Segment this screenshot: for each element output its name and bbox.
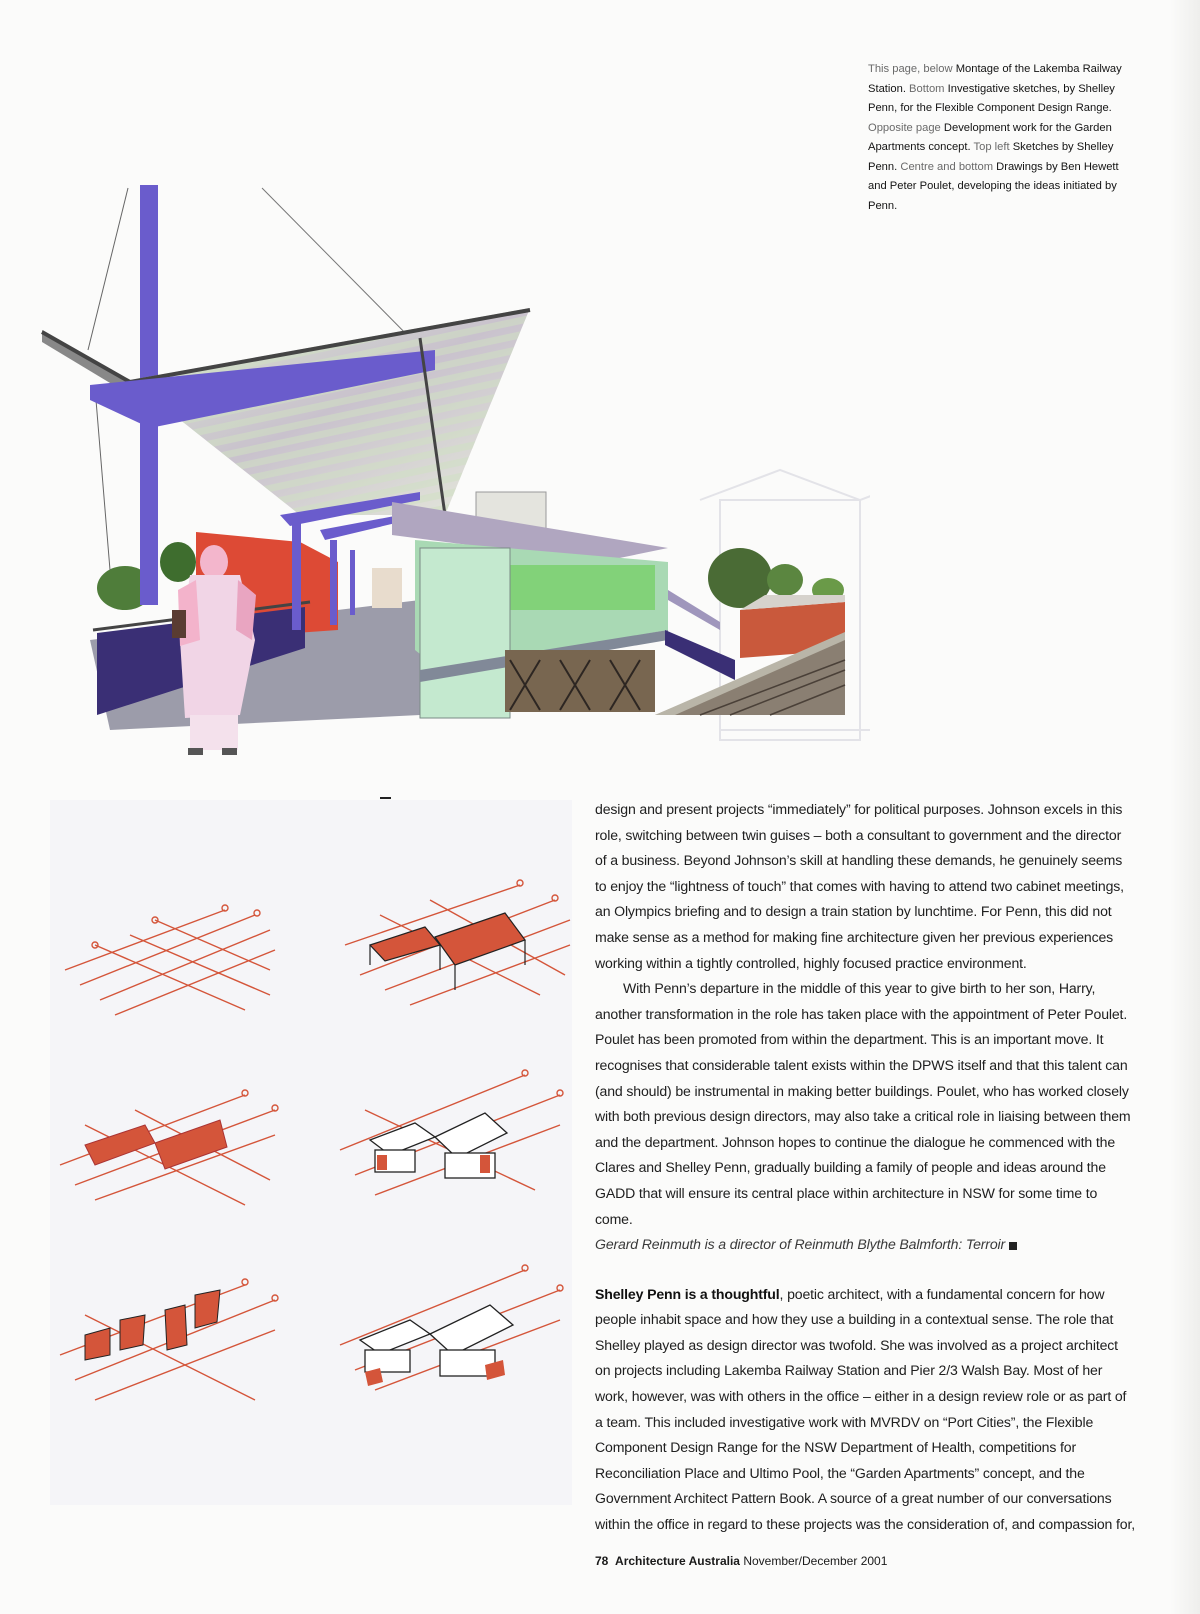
- sketch-houses-2: [335, 1055, 585, 1255]
- paragraph: design and present projects “immediately” for political purposes. Johnson excels in this role, switching between twin guises – both a consultant to government and the director of a business. Beyond Johnson’s skill at handling these demands, he genuinely seems to enjoy the “lightness of touch” that comes with having to attend two cabinet meetings, an Olympics briefing and to design a train station by lunchtime. For Penn, this did not make sense as a method for making fine architecture given her previous experiences working within a tightly controlled, highly focused practice environment.: [595, 801, 1124, 971]
- page-folio: [595, 1554, 887, 1568]
- article-body: [595, 797, 1135, 1538]
- page-mark: [380, 797, 391, 799]
- paragraph: With Penn’s departure in the middle of this year to give birth to her son, Harry, another transformation in the role has taken place with the appointment of Peter Poulet. Poulet has been promoted from within the department. This is an important move. It recognises that considerable talent exists within the DPWS itself and that this talent can (and should) be instrumental in making better buildings. Poulet, who has worked closely with both previous design directors, may also take a critical role in liaising between them and the department. Johnson hopes to continue the dialogue he commenced with the Clares and Shelley Penn, gradually building a family of people and ideas around the GADD that will ensure its central place within architecture in NSW for some time to come.: [595, 980, 1131, 1227]
- sketch-grid-1: [55, 875, 305, 1075]
- figure-caption: [868, 60, 1128, 216]
- sketch-folds-3: [55, 1260, 305, 1460]
- magazine-title: Architecture Australia: [615, 1554, 740, 1568]
- caption-seg: Drawings by Ben Hewett and Peter Poulet, developing the ideas initiated by Penn.: [868, 160, 1119, 212]
- page-edge-shadow: [1170, 0, 1200, 1614]
- sketch-roofs-1: [340, 865, 590, 1065]
- distant-building: [372, 568, 402, 608]
- issue-date: November/December 2001: [743, 1554, 888, 1568]
- author-credit-text: Gerard Reinmuth is a director of Reinmuth Blythe Balmforth: Terroir: [595, 1236, 1006, 1253]
- lakemba-station-montage: [0, 170, 870, 780]
- caption-seg: Bottom: [909, 82, 948, 95]
- caption-seg: Top left: [973, 141, 1013, 153]
- caption-seg: Investigative sketches, by Shelley Penn, for the Flexible Component Design Range.: [868, 82, 1115, 114]
- caption-seg: This page, below: [868, 63, 956, 75]
- caption-seg: Montage of the Lakemba Railway Station.: [868, 63, 1122, 95]
- end-mark-icon: [1009, 1242, 1017, 1250]
- paragraph-text: , poetic architect, with a fundamental concern for how people inhabit space and how they use a building in a contextual sense. The role that Shelley played as design director was twofold. She was involved as a project architect on projects including Lakemba Railway Station and Pier 2/3 Walsh Bay. Most of her work, however, was with others in the office – either in a design review role or as part of a team. This included investigative work with MVRDV on “Port Cities”, the Flexible Component Design Range for the NSW Department of Health, competitions for Reconciliation Place and Ultimo Pool, the “Garden Apartments” concept, and the Government Architect Pattern Book. A source of a great number of our conversations within the office in regard to these projects was the consideration of, and compassion for,: [595, 1285, 1135, 1533]
- paragraph: [595, 1282, 1135, 1538]
- author-credit: [595, 1232, 1135, 1258]
- paragraph-lead: Shelley Penn is a thoughtful: [595, 1285, 780, 1302]
- sketch-planes-2: [55, 1065, 305, 1265]
- investigative-sketches: [50, 800, 572, 1505]
- caption-seg: Opposite page: [868, 121, 944, 134]
- caption-seg: Centre and bottom: [900, 160, 997, 173]
- sketch-houses-3: [335, 1250, 585, 1450]
- page-number: 78: [595, 1554, 609, 1568]
- caption-seg: Sketches by Shelley Penn.: [868, 141, 1114, 173]
- caption-seg: Development work for the Garden Apartments concept.: [868, 121, 1112, 153]
